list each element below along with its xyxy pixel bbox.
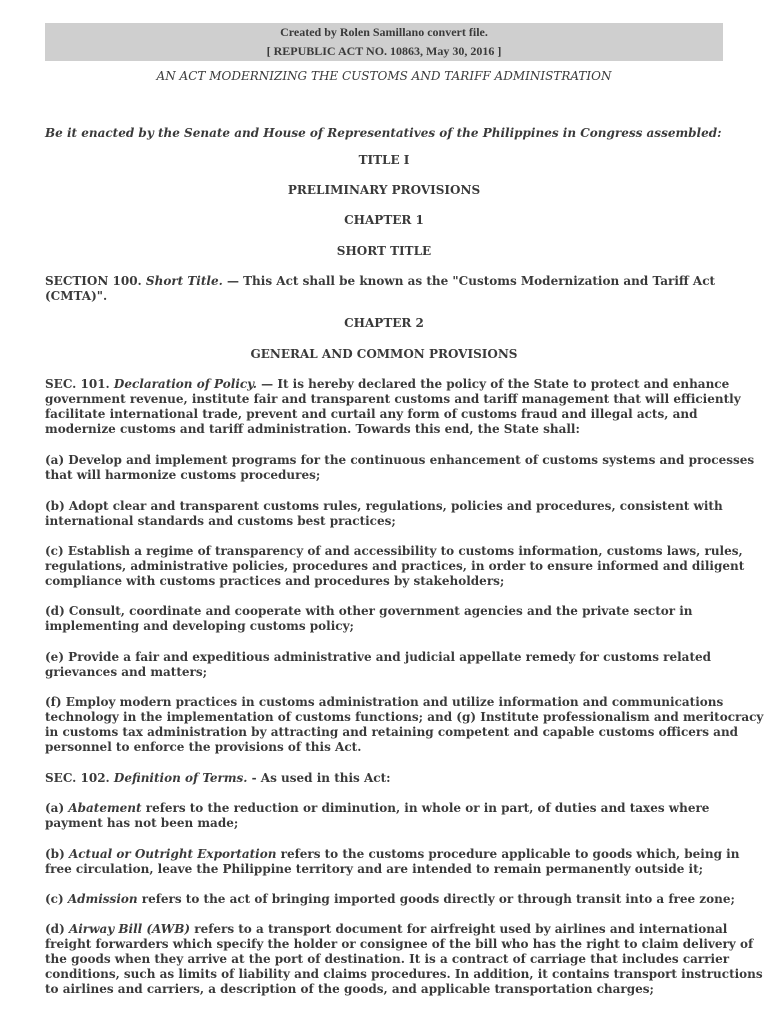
definition-b: (b) Actual or Outright Exportation refers to the customs procedure applicable to goods which, being in free circulation, leave the Philippine territory and are intended to remain permanently outside it;	[45, 847, 740, 876]
policy-item-c: (c) Establish a regime of transparency of and accessibility to customs information, customs laws, rules, regulations, administrative policies, procedures and practices, in order to ensure informed and diligent compliance with customs practices and procedures by stakeholders;	[45, 544, 745, 588]
title-subheading: PRELIMINARY PROVISIONS	[287, 183, 481, 197]
chapter1-subheading: SHORT TITLE	[336, 244, 432, 258]
term-admission: Admission	[67, 892, 138, 906]
section-101: SEC. 101. Declaration of Policy. — It is hereby declared the policy of the State to protect and enhance government revenue, institute fair and transparent customs and tariff management that will efficiently facilitate international trade, prevent and curtail any form of customs fraud and illegal acts, and modernize customs and tariff administration. Towards this end, the State shall:	[45, 377, 741, 436]
banner-act-number: [ REPUBLIC ACT NO. 10863, May 30, 2016 ]	[266, 44, 502, 58]
section-102: SEC. 102. Definition of Terms. - As used in this Act:	[45, 771, 391, 785]
section-102-name: Definition of Terms.	[113, 771, 248, 785]
enacting-clause: Be it enacted by the Senate and House of Representatives of the Philippines in Congress assembled:	[45, 126, 722, 140]
term-abatement: Abatement	[68, 801, 142, 815]
section-100-name: Short Title.	[145, 274, 223, 288]
term-airway-bill: Airway Bill (AWB)	[68, 922, 191, 936]
policy-item-d: (d) Consult, coordinate and cooperate with other government agencies and the private sector in implementing and developing customs policy;	[45, 604, 693, 633]
policy-item-b: (b) Adopt clear and transparent customs rules, regulations, policies and procedures, consistent with international standards and customs best practices;	[45, 499, 723, 528]
chapter2-heading: CHAPTER 2	[344, 316, 424, 330]
definition-c: (c) Admission refers to the act of bringing imported goods directly or through transit into a free zone;	[45, 892, 735, 906]
definition-a: (a) Abatement refers to the reduction or diminution, in whole or in part, of duties and taxes where payment has not been made;	[45, 801, 710, 830]
act-title: AN ACT MODERNIZING THE CUSTOMS AND TARIFF ADMINISTRATION	[156, 69, 612, 83]
converter-banner	[45, 23, 723, 61]
policy-item-f: (f) Employ modern practices in customs administration and utilize information and communications technology in the implementation of customs functions; and (g) Institute professionalism and meritocracy in customs tax administration by attracting and retaining competent and capable customs officers and personnel to enforce the provisions of this Act.	[45, 695, 764, 754]
section-101-name: Declaration of Policy.	[113, 377, 257, 391]
chapter1-heading: CHAPTER 1	[344, 213, 424, 227]
section-100: SECTION 100. Short Title. — This Act shall be known as the "Customs Modernization and Tariff Act (CMTA)".	[45, 274, 716, 303]
title-heading: TITLE I	[358, 153, 410, 167]
definition-d: (d) Airway Bill (AWB) refers to a transport document for airfreight used by airlines and international freight forwarders which specify the holder or consignee of the bill who has the right to claim delivery of the goods when they arrive at the port of destination. It is a contract of carriage that includes carrier conditions, such as limits of liability and claims procedures. In addition, it contains transport instructions to airlines and carriers, a description of the goods, and applicable transportation charges;	[45, 922, 763, 996]
policy-item-a: (a) Develop and implement programs for the continuous enhancement of customs systems and processes that will harmonize customs procedures;	[45, 453, 755, 482]
term-actual-exportation: Actual or Outright Exportation	[68, 847, 281, 861]
policy-item-e: (e) Provide a fair and expeditious administrative and judicial appellate remedy for customs related grievances and matters;	[45, 650, 712, 679]
chapter2-subheading: GENERAL AND COMMON PROVISIONS	[250, 347, 518, 361]
banner-credit: Created by Rolen Samillano convert file.	[280, 25, 488, 39]
